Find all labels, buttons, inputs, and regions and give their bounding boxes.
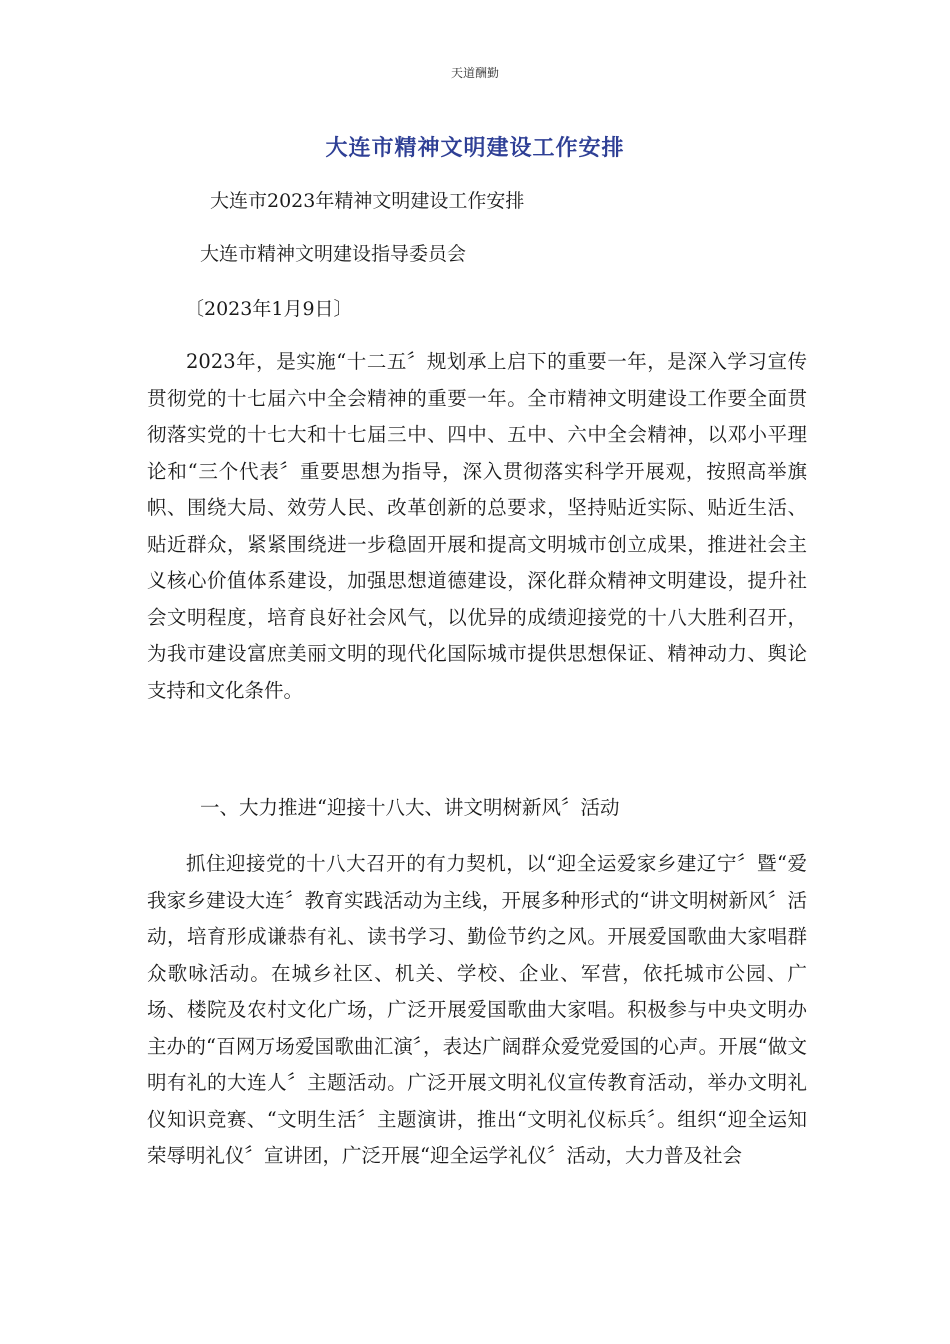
document-title: 大连市精神文明建设工作安排 xyxy=(325,136,625,161)
document-date: 〔2023年1月9日〕 xyxy=(185,298,353,320)
page-header: 天道酬勤 xyxy=(450,66,499,80)
body-paragraph-1: 2023年，是实施“十二五〞规划承上启下的重要一年，是深入学习宣传贯彻党的十七届六中全会精神的重要一年。全市精神文明建设工作要全面贯彻落实党的十七大和十七届三中、四中、五中、六中全会精神，以邓小平理论和“三个代表〞重要思想为指导，深入贯彻落实科学开展观，按照高举旗帜、围绕大局、效劳人民、改革创新的总要求，坚持贴近实际、贴近生活、贴近群众，紧紧围绕进一步稳固开展和提高文明城市创立成果，推进社会主义核心价值体系建设，加强思想道德建设，深化群众精神文明建设，提升社会文明程度，培育良好社会风气，以优异的成绩迎接党的十八大胜利召开，为我市建设富庶美丽文明的现代化国际城市提供思想保证、精神动力、舆论支持和文化条件。 xyxy=(147,350,807,702)
document-subtitle: 大连市2023年精神文明建设工作安排 xyxy=(210,190,525,212)
document-issuer: 大连市精神文明建设指导委员会 xyxy=(200,243,467,265)
body-paragraph-2: 抓住迎接党的十八大召开的有力契机，以“迎全运爱家乡建辽宁〞暨“爱我家乡建设大连〞教育实践活动为主线，开展多种形式的“讲文明树新风〞活动，培育形成谦恭有礼、读书学习、勤俭节约之风。开展爱国歌曲大家唱群众歌咏活动。在城乡社区、机关、学校、企业、军营，依托城市公园、广场、楼院及农村文化广场，广泛开展爱国歌曲大家唱。积极参与中央文明办主办的“百网万场爱国歌曲汇演〞，表达广阔群众爱党爱国的心声。开展“做文明有礼的大连人〞主题活动。广泛开展文明礼仪宣传教育活动，举办文明礼仪知识竞赛、“文明生活〞主题演讲，推出“文明礼仪标兵〞。组织“迎全运知荣辱明礼仪〞宣讲团，广泛开展“迎全运学礼仪〞活动，大力普及社会 xyxy=(147,852,807,1167)
section-heading-1: 一、大力推进“迎接十八大、讲文明树新风〞活动 xyxy=(200,796,620,819)
